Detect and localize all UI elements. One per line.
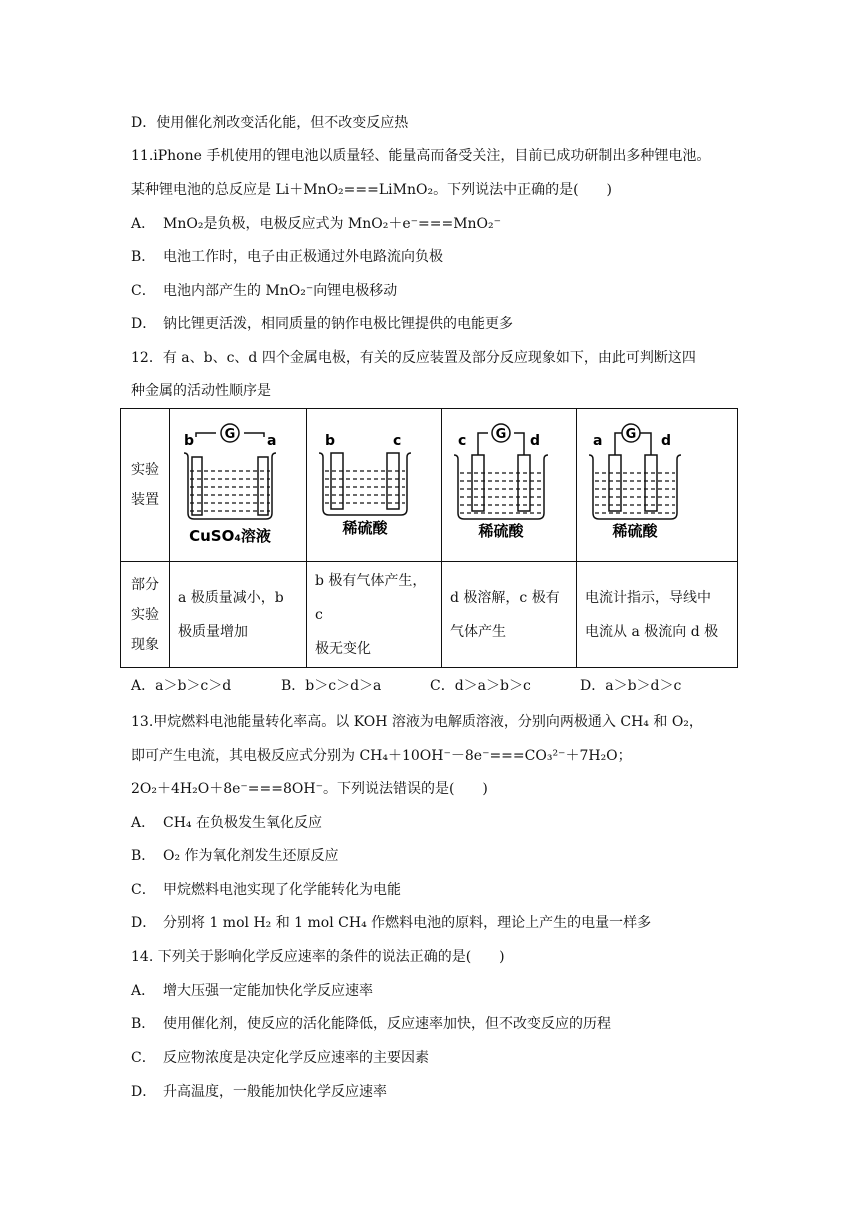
svg-text:G: G (224, 427, 236, 442)
option-text: 升高温度，一般能加快化学反应速率 (163, 1084, 387, 1100)
q12-stem-line2: 种金属的活动性顺序是 (131, 383, 271, 399)
header-text: 部分 (131, 576, 159, 593)
q12-choice-c: C．d＞a＞b＞c (430, 678, 531, 694)
option-label: A． (131, 983, 156, 999)
q14-option-c (131, 1049, 429, 1067)
apparatus-4 (577, 409, 738, 562)
q12-stem-line1: 12．有 a、b、c、d 四个金属电极，有关的反应装置及部分反应现象如下，由此可判断这四 (131, 350, 696, 366)
phenomenon-text: d 极溶解，c 极有 (450, 589, 560, 606)
electrolysis-cell-diagram (307, 409, 441, 557)
phenomenon-text: 极质量增加 (178, 623, 248, 640)
experiment-table (120, 408, 738, 668)
q11-option-b (131, 248, 443, 266)
option-label: D． (131, 316, 157, 332)
header-text: 实验 (131, 606, 159, 623)
option-label: B． (131, 848, 156, 864)
option-label: B． (131, 1016, 156, 1032)
phenomenon-text: 极无变化 (315, 640, 371, 657)
svg-text:b: b (325, 433, 336, 449)
option-label: C． (131, 882, 156, 898)
q11-stem-line2: 某种锂电池的总反应是 Li＋MnO₂===LiMnO₂。下列说法中正确的是( ) (131, 182, 612, 198)
svg-text:d: d (530, 433, 541, 449)
option-text: MnO₂是负极，电极反应式为 MnO₂＋e⁻===MnO₂⁻ (163, 216, 502, 232)
q13-option-b (131, 847, 339, 865)
svg-text:稀硫酸: 稀硫酸 (612, 522, 658, 540)
option-text: 使用催化剂，使反应的活化能降低，反应速率加快，但不改变反应的历程 (163, 1016, 611, 1032)
phenomenon-4 (577, 562, 738, 668)
phenomenon-1 (170, 562, 307, 668)
option-text: 电池内部产生的 MnO₂⁻向锂电极移动 (163, 283, 398, 299)
row-header-phenomena (121, 562, 170, 668)
svg-text:G: G (495, 427, 507, 442)
svg-text:c: c (393, 433, 402, 449)
svg-text:G: G (625, 427, 637, 442)
option-label: A． (131, 216, 156, 232)
header-text: 实验 (131, 462, 159, 478)
q14-stem: 14. 下列关于影响化学反应速率的条件的说法正确的是( ) (131, 949, 505, 965)
q11-option-a (131, 215, 501, 233)
option-text: 电池工作时，电子由正极通过外电路流向负极 (163, 249, 443, 265)
q13-stem-line2: 即可产生电流，其电极反应式分别为 CH₄＋10OH⁻－8e⁻===CO₃²⁻＋7H₂O； (131, 748, 632, 764)
option-label: C． (131, 1050, 156, 1066)
phenomenon-2 (307, 562, 442, 668)
phenomenon-text: 电流从 a 极流向 d 极 (585, 623, 719, 640)
option-text: 增大压强一定能加快化学反应速率 (163, 983, 373, 999)
svg-text:稀硫酸: 稀硫酸 (342, 519, 388, 537)
q12-choice-d: D．a＞b＞d＞c (580, 678, 682, 694)
phenomenon-text: b 极有气体产生，c (315, 572, 427, 623)
row-header-apparatus (121, 409, 170, 562)
q12-choice-a: A．a＞b＞c＞d (131, 678, 232, 694)
galvanic-cell-diagram (577, 409, 737, 557)
svg-text:a: a (267, 433, 277, 449)
option-label: B． (131, 249, 156, 265)
apparatus-3 (442, 409, 577, 562)
option-text: CH₄ 在负极发生氧化反应 (163, 815, 322, 831)
q14-option-a (131, 982, 373, 1000)
q13-option-c (131, 881, 401, 899)
q14-option-d (131, 1083, 387, 1101)
apparatus-1 (170, 409, 307, 562)
q13-stem-line3: 2O₂＋4H₂O＋8e⁻===8OH⁻。下列说法错误的是( ) (131, 781, 488, 797)
svg-text:b: b (184, 433, 195, 449)
q13-option-d (131, 914, 651, 932)
option-text: 反应物浓度是决定化学反应速率的主要因素 (163, 1050, 429, 1066)
svg-text:稀硫酸: 稀硫酸 (478, 522, 524, 540)
header-text: 装置 (131, 492, 159, 508)
header-text: 现象 (131, 636, 159, 653)
q13-option-a (131, 814, 322, 832)
option-label: A． (131, 815, 156, 831)
option-text: 甲烷燃料电池实现了化学能转化为电能 (163, 882, 401, 898)
phenomenon-text: a 极质量减小，b (178, 589, 284, 606)
q10-option-d: D．使用催化剂改变活化能，但不改变反应热 (131, 115, 409, 131)
svg-text:CuSO₄溶液: CuSO₄溶液 (189, 527, 271, 545)
q11-option-d (131, 315, 513, 333)
phenomenon-text: 气体产生 (450, 623, 506, 640)
option-label: C． (131, 283, 156, 299)
q11-stem-line1: 11.iPhone 手机使用的锂电池以质量轻、能量高而备受关注，目前已成功研制出多种锂电池。 (131, 148, 711, 164)
svg-text:a: a (593, 433, 603, 449)
option-text: 钠比锂更活泼，相同质量的钠作电极比锂提供的电能更多 (163, 316, 513, 332)
option-text: O₂ 作为氧化剂发生还原反应 (163, 848, 339, 864)
phenomenon-3 (442, 562, 577, 668)
option-text: 分别将 1 mol H₂ 和 1 mol CH₄ 作燃料电池的原料，理论上产生的电量一样多 (163, 915, 652, 931)
q12-choice-b: B．b＞c＞d＞a (281, 678, 382, 694)
galvanic-cell-diagram (170, 409, 306, 557)
q11-option-c (131, 282, 397, 300)
svg-text:c: c (458, 433, 467, 449)
option-label: D． (131, 915, 157, 931)
apparatus-2 (307, 409, 442, 562)
option-label: D． (131, 1084, 157, 1100)
q14-option-b (131, 1015, 611, 1033)
galvanic-cell-diagram (442, 409, 576, 557)
q13-stem-line1: 13.甲烷燃料电池能量转化率高。以 KOH 溶液为电解质溶液，分别向两极通入 CH₄ 和 O₂， (131, 714, 703, 730)
svg-text:d: d (661, 433, 672, 449)
phenomenon-text: 电流计指示，导线中 (585, 589, 711, 606)
